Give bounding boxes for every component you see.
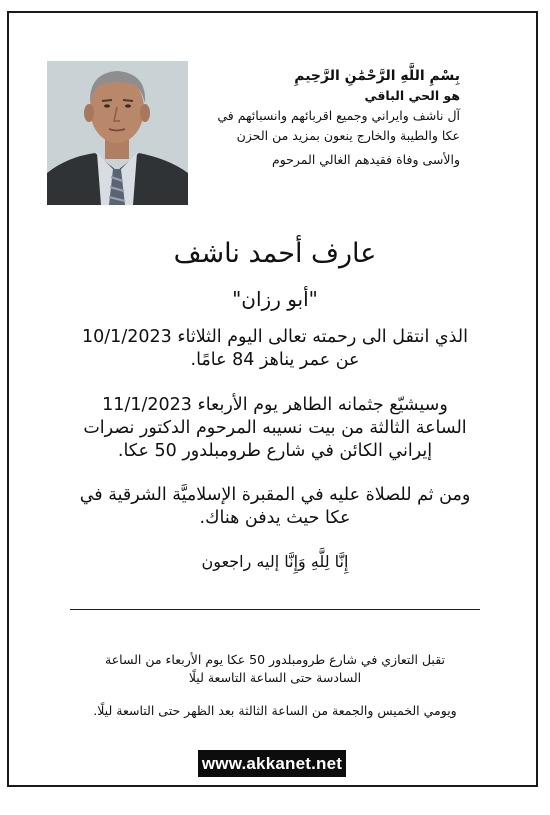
site-logo-badge[interactable]: www.akkanet.net: [198, 750, 346, 777]
deceased-name: عارف أحمد ناشف: [173, 238, 377, 269]
condolences-paragraph-2: ويومي الخميس والجمعة من الساعة الثالثة بعد الظهر حتى التاسعة ليلًا.: [93, 703, 457, 718]
divider-line: [70, 609, 480, 610]
header-line-3: والأسى وفاة فقيدهم الغالي المرحوم: [271, 152, 460, 167]
condolences-paragraph-1: [40, 651, 510, 687]
header-line-2: عكا والطيبة والخارج ينعون بمزيد من الحزن: [236, 128, 460, 143]
condolences-line-2: السادسة حتى الساعة التاسعة ليلًا: [188, 670, 362, 685]
death-line-2: عن عمر يناهز 84 عامًا.: [190, 350, 360, 370]
funeral-line-2: الساعة الثالثة من بيت نسيبه المرحوم الدكتور نصرات: [83, 418, 467, 438]
funeral-line-1: وسيشيّع جثمانه الطاهر يوم الأربعاء 11/1/2023: [102, 395, 448, 415]
prayer-paragraph: [40, 484, 510, 530]
funeral-paragraph: [40, 394, 510, 463]
header-subtitle: هو الحي الباقي: [364, 88, 460, 103]
bismillah: بِسْمِ اللَّهِ الرَّحْمَٰنِ الرَّحِيمِ: [294, 68, 460, 84]
quran-verse: إِنَّا لِلَّهِ وَإِنَّا إليه راجعون: [201, 552, 349, 571]
death-paragraph: [40, 326, 510, 372]
announcement-header: [160, 66, 460, 170]
death-line-1: الذي انتقل الى رحمته تعالى اليوم الثلاثاء 10/1/2023: [82, 327, 468, 347]
prayer-line-2: عكا حيث يدفن هناك.: [199, 508, 351, 528]
funeral-line-3: إيراني الكائن في شارع طرومبلدور 50 عكا.: [117, 441, 433, 461]
prayer-line-1: ومن ثم للصلاة عليه في المقبرة الإسلاميَّة الشرقية في: [79, 485, 471, 505]
condolences-line-1: تقبل التعازي في شارع طرومبلدور 50 عكا يوم الأربعاء من الساعة: [105, 652, 445, 667]
header-line-1: آل ناشف وايراني وجميع اقربائهم وانسبائهم في: [217, 108, 460, 123]
deceased-kunya: "أبو رزان": [232, 287, 318, 311]
